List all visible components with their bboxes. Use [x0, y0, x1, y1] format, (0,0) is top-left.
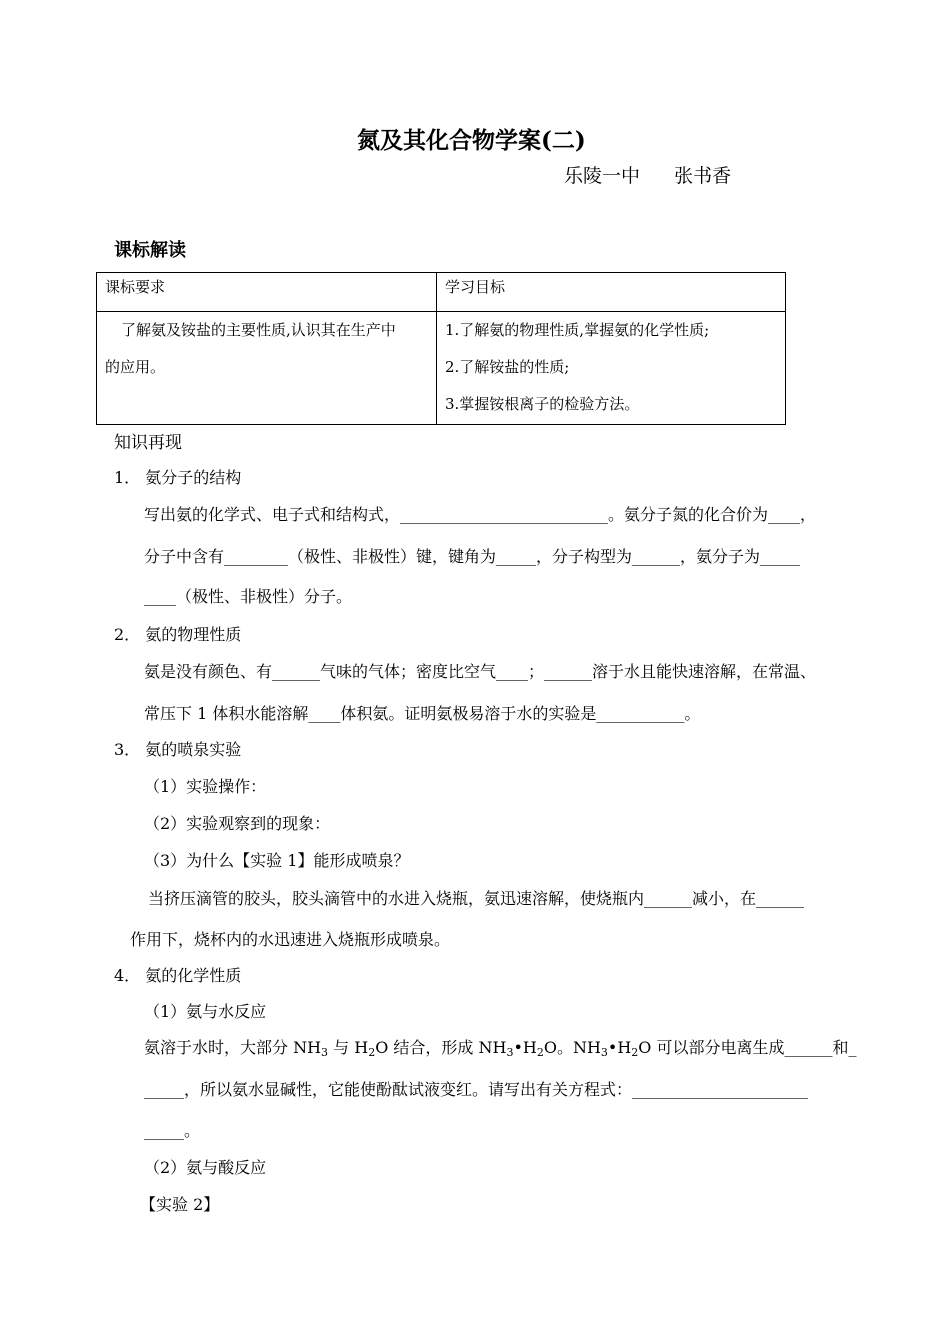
section-1-line: 写出氨的化学式、电子式和结构式，__________________________。氨分子氮的化合价为____， — [144, 505, 817, 524]
requirement-line: 了解氨及铵盐的主要性质,认识其在生产中 — [121, 321, 396, 339]
curriculum-table — [96, 272, 786, 425]
subscript: 2 — [631, 1046, 639, 1059]
objective-item: 1.了解氨的物理性质,掌握氨的化学性质; — [445, 321, 710, 339]
text-fragment: •H — [513, 1038, 537, 1057]
author-name: 张书香 — [674, 165, 732, 187]
section-3-item: （3）为什么【实验 1】能形成喷泉？ — [144, 851, 410, 870]
table-row — [97, 312, 786, 425]
section-3-answer: 作用下，烧杯内的水迅速进入烧瓶形成喷泉。 — [130, 930, 451, 949]
text-fragment: 氨溶于水时，大部分 NH — [144, 1038, 322, 1057]
objective-cell — [437, 312, 786, 425]
author-school: 乐陵一中 — [564, 165, 641, 187]
knowledge-heading: 知识再现 — [114, 433, 182, 453]
subscript: 2 — [536, 1046, 544, 1059]
section-3-item: （1）实验操作： — [144, 777, 267, 796]
author-line — [564, 161, 731, 188]
table-header-requirement: 课标要求 — [97, 273, 437, 312]
section-1-line: ____（极性、非极性）分子。 — [144, 587, 353, 606]
section-4-line: _____。 — [144, 1121, 201, 1140]
requirement-line: 的应用。 — [105, 358, 166, 376]
section-2-line: 常压下 1 体积水能溶解____体积氨。证明氨极易溶于水的实验是___________。 — [144, 704, 701, 723]
subscript: 3 — [506, 1046, 514, 1059]
subscript: 3 — [321, 1046, 329, 1059]
section-1-title: 1． 氨分子的结构 — [114, 468, 242, 487]
text-fragment: O。NH — [543, 1038, 601, 1057]
subscript: 3 — [600, 1046, 608, 1059]
text-fragment: •H — [607, 1038, 632, 1057]
section-3-answer: 当挤压滴管的胶头，胶头滴管中的水进入烧瓶，氨迅速溶解，使烧瓶内______减小，在______ — [148, 889, 805, 908]
text-fragment: O 可以部分电离生成______和_ — [638, 1038, 857, 1057]
section-heading: 课标解读 — [114, 240, 186, 261]
section-3-title: 3． 氨的喷泉实验 — [114, 740, 242, 759]
section-2-title: 2． 氨的物理性质 — [114, 625, 242, 644]
section-4-item: （1）氨与水反应 — [144, 1002, 267, 1021]
objective-item: 2.了解铵盐的性质; — [445, 358, 570, 376]
text-fragment: 与 H — [328, 1038, 369, 1057]
table-header-objective: 学习目标 — [437, 273, 786, 312]
page-title: 氮及其化合物学案(二) — [357, 127, 586, 154]
experiment-2-label: 【实验 2】 — [140, 1195, 220, 1214]
section-2-line: 氨是没有颜色、有______气味的气体；密度比空气____；______溶于水且能快速溶解，在常温、 — [144, 662, 817, 681]
requirement-cell — [97, 312, 437, 425]
section-4-line: _____，所以氨水显碱性，它能使酚酞试液变红。请写出有关方程式：______________________ — [144, 1080, 809, 1099]
section-4-title: 4． 氨的化学性质 — [114, 966, 242, 985]
text-fragment: O 结合，形成 NH — [375, 1038, 507, 1057]
section-3-item: （2）实验观察到的现象： — [144, 814, 331, 833]
section-1-line: 分子中含有________（极性、非极性）键，键角为_____，分子构型为______，氨分子为_____ — [144, 547, 801, 566]
objective-item: 3.掌握铵根离子的检验方法。 — [445, 395, 640, 413]
table-header-row — [97, 273, 786, 312]
section-4-item: （2）氨与酸反应 — [144, 1158, 267, 1177]
ammonia-water-line — [144, 1035, 857, 1059]
subscript: 2 — [368, 1046, 376, 1059]
